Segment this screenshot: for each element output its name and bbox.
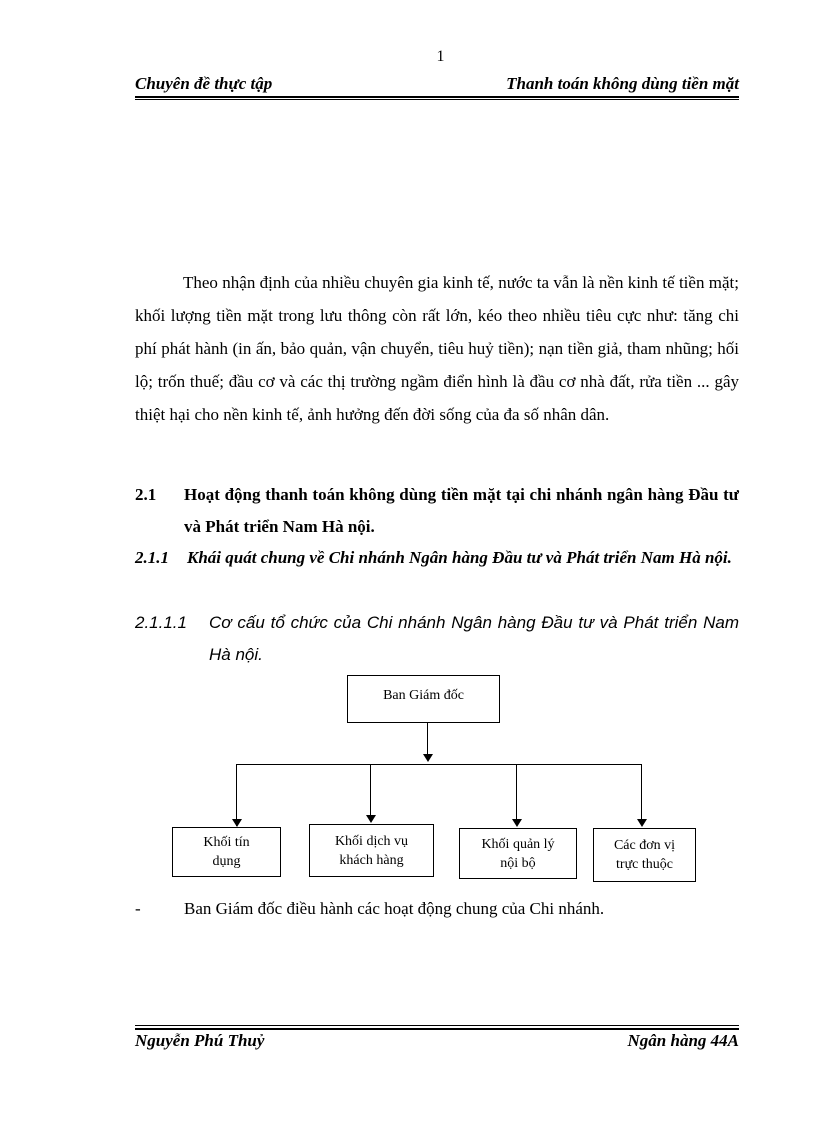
section-title: Khái quát chung về Chi nhánh Ngân hàng Đầu tư và Phát triển Nam Hà nội. (187, 548, 732, 567)
arrow-head-icon (232, 819, 242, 827)
org-box-child: Các đơn vị trực thuộc (593, 828, 696, 882)
connector-line (516, 764, 517, 825)
arrow-head-icon (423, 754, 433, 762)
footer-author: Nguyễn Phú Thuỷ (135, 1031, 265, 1050)
header-left-title: Chuyên đề thực tập (135, 74, 273, 93)
header-right-title: Thanh toán không dùng tiền mặt (506, 74, 739, 93)
body-paragraph: Theo nhận định của nhiều chuyên gia kinh tế, nước ta vẫn là nền kinh tế tiền mặt; khối lượng tiền mặt trong lưu thông còn rất lớn, kéo theo nhiều tiêu cực như: tăng chi phí phát hành (in ấn, bảo quản, vận chuyển, tiêu huỷ tiền); nạn tiền giả, tham nhũng; hối lộ; trốn thuế; đầu cơ và các thị trường ngầm điển hình là đầu cơ nhà đất, rửa tiền ... gây thiệt hại cho nền kinh tế, ảnh hưởng đến đời sống của đa số nhân dân. (135, 273, 739, 424)
header-rule-thin (135, 99, 739, 100)
bullet-text: Ban Giám đốc điều hành các hoạt động chung của Chi nhánh. (184, 899, 605, 918)
page-number: 1 (436, 48, 445, 65)
header-rule (135, 96, 739, 98)
running-header (135, 74, 739, 96)
org-box-child: Khối quản lý nội bộ (459, 828, 577, 879)
org-box-child: Khối tín dụng (172, 827, 281, 877)
section-number: 2.1.1.1 (135, 613, 187, 632)
footer-rule-thin (135, 1025, 739, 1026)
connector-line (370, 764, 371, 821)
org-box-top: Ban Giám đốc (347, 675, 500, 723)
section-number: 2.1 (135, 485, 157, 504)
footer-rule (135, 1028, 739, 1030)
connector-line (427, 723, 428, 756)
arrow-head-icon (512, 819, 522, 827)
org-box-child: Khối dịch vụ khách hàng (309, 824, 434, 877)
footer-class: Ngân hàng 44A (627, 1031, 739, 1050)
connector-bar (236, 764, 642, 765)
section-title: Hoạt động thanh toán không dùng tiền mặt tại chi nhánh ngân hàng Đầu tư và Phát triển Nam Hà nội. (184, 485, 739, 536)
section-number: 2.1.1 (135, 548, 169, 567)
bullet-marker: - (135, 899, 141, 918)
section-title: Cơ cấu tổ chức của Chi nhánh Ngân hàng Đầu tư và Phát triển Nam Hà nội. (209, 613, 739, 664)
connector-line (641, 764, 642, 824)
connector-line (236, 764, 237, 826)
arrow-head-icon (637, 819, 647, 827)
arrow-head-icon (366, 815, 376, 823)
